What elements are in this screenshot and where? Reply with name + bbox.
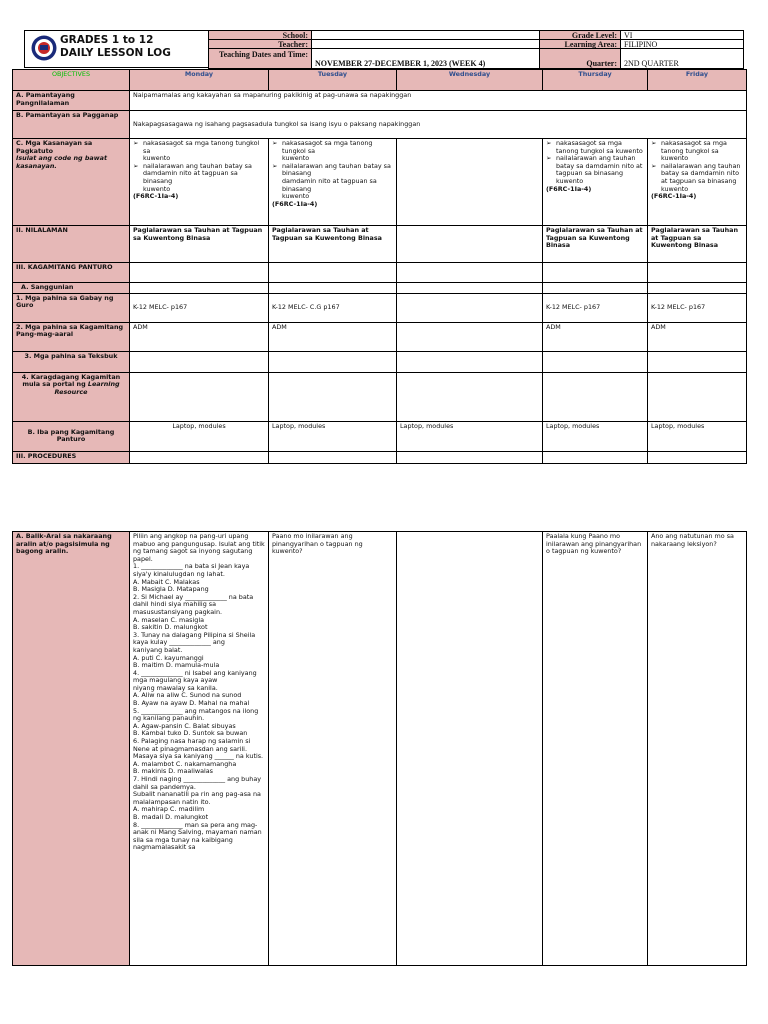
- kasanayan-thu-code: (F6RC-1Ia-4): [546, 184, 592, 193]
- empty-cell: [397, 351, 543, 372]
- balik-aral-monday: Piliin ang angkop na pang-uri upang mabuo ang pangungusap. Isulat ang titik ng tamang sagot sa inyong sagutang papel. 1. _____________ na bata si Jean kaya siya'y kinalulugdan ng lahat. A. Mabait C. Malakas B. Masigla D. Matapang 2. Si Michael ay _____________ na bata dahil hindi siya mahilig sa masusustansiyang pagkain. A. maselan C. masigla B. sakitin D. malungkot 3. Tunay na dalagang Pilipina si Sheila kaya kulay _____________ ang kaniyang balat. A. puti C. kayumanggi B. maitim D. mamula-mula 4. _____________ ni Isabel ang kaniyang mga magulang kaya ayaw niyang mawalay sa kanila. A. Aliw na aliw C. Sunod na sunod B. Ayaw na ayaw D. Mahal na mahal 5. _____________ ang matangos na ilong ng kanilang panauhin. A. Agaw-pansin C. Balat sibuyas B. Kambal tuko D. Suntok sa buwan 6. Palaging nasa harap ng salamin si Nene at pinagmamasdan ang sarili. Masaya siya sa kaniyang ______ na kutis. A. malambot C. nakamamangha B. makinis D. maaliwalas 7. Hindi naging _____________ ang buhay dahil sa pandemya. Subalit nananatili pa rin ang pag-asa na malalampasan natin ito. A. mahirap C. madilim B. madali D. malungkot 8. _____________ man sa pera ang mag-anak ni Mang Salving, mayaman naman sila sa mga tunay na kaibigang nagmamalasakit sa: [130, 532, 269, 966]
- iba-monday: Laptop, modules: [130, 421, 269, 451]
- kasanayan-mon-item: ➢ nailalarawan ang tauhan batay sa damdamin nito at tagpuan sa binasang kuwento: [133, 163, 265, 193]
- teacher-label: Teacher:: [208, 39, 312, 49]
- empty-cell: [648, 283, 747, 294]
- kasanayan-monday: [130, 139, 269, 226]
- empty-cell: [397, 293, 543, 322]
- balik-aral-friday: Ano ang natutunan mo sa nakaraang leksiyon?: [648, 532, 747, 966]
- empty-cell: [397, 263, 543, 283]
- karagdagang-text: 4. Karagdagang Kagamitan mula sa portal ng: [21, 372, 121, 389]
- day-header-friday: Friday: [648, 70, 747, 91]
- empty-cell: [130, 351, 269, 372]
- learning-area-label: Learning Area:: [539, 39, 621, 49]
- quarter-label: Quarter:: [539, 48, 621, 69]
- empty-cell: [130, 283, 269, 294]
- pagganap-text: Nakapagsasagawa ng isahang pagsasadula tungkol sa isang isyu o paksang napakinggan: [130, 111, 747, 139]
- gabay-monday: K-12 MELC- p167: [130, 293, 269, 322]
- balik-aral-label: A. Balik-Aral sa nakaraang aralin at/o pagsisimula ng bagong aralin.: [13, 532, 130, 966]
- nilalaman-monday: Paglalarawan sa Tauhan at Tagpuan sa Kuwentong Binasa: [130, 226, 269, 263]
- kagamitan-monday: ADM: [130, 322, 269, 351]
- empty-cell: [543, 283, 648, 294]
- title-daily-lesson-log: DAILY LESSON LOG: [60, 47, 171, 59]
- kasanayan-label: [13, 139, 130, 226]
- gabay-label: 1. Mga pahina sa Gabay ng Guro: [13, 293, 130, 322]
- empty-cell: [397, 372, 543, 421]
- iba-wednesday: Laptop, modules: [397, 421, 543, 451]
- quarter-value: 2ND QUARTER: [620, 48, 744, 69]
- kasanayan-tue-code: (F6RC-1Ia-4): [272, 199, 318, 208]
- empty-cell: [397, 283, 543, 294]
- kasanayan-tue-item: ➢ nakasasagot sa mga tanong tungkol sa kuwento: [272, 140, 393, 163]
- kasanayan-mon-item: ➢ nakasasagot sa mga tanong tungkol sa kuwento: [133, 140, 265, 163]
- pamantayang-label: A. Pamantayang Pangnilalaman: [13, 91, 130, 111]
- empty-cell: [648, 351, 747, 372]
- learning-area-value: FILIPINO: [620, 39, 744, 49]
- kasanayan-title: C. Mga Kasanayan sa Pagkatuto: [16, 139, 93, 155]
- empty-cell: [269, 372, 397, 421]
- kagamitan-friday: ADM: [648, 322, 747, 351]
- grade-level-label: Grade Level:: [539, 30, 621, 40]
- kasanayan-wednesday: [397, 139, 543, 226]
- empty-cell: [397, 322, 543, 351]
- empty-cell: [397, 451, 543, 463]
- dates-value: NOVEMBER 27-DECEMBER 1, 2023 (WEEK 4): [311, 48, 540, 69]
- kagamitan-tuesday: ADM: [269, 322, 397, 351]
- procedures-table: [12, 531, 747, 966]
- iba-thursday: Laptop, modules: [543, 421, 648, 451]
- balik-aral-thursday: Paalala kung Paano mo inilarawan ang pinangyarihan o tagpuan ng kuwento?: [543, 532, 648, 966]
- pagganap-label: B. Pamantayan sa Pagganap: [13, 111, 130, 139]
- nilalaman-wednesday: [397, 226, 543, 263]
- empty-cell: [130, 263, 269, 283]
- lesson-log-table: [12, 69, 747, 464]
- empty-cell: [269, 263, 397, 283]
- kagamitan-label: 2. Mga pahina sa Kagamitang Pang-mag-aaral: [13, 322, 130, 351]
- kasanayan-fri-item: ➢ nailalarawan ang tauhan batay sa damdamin nito at tagpuan sa binasang kuwento: [651, 163, 743, 193]
- gabay-tuesday: K-12 MELC- C.G p167: [269, 293, 397, 322]
- kasanayan-fri-code: (F6RC-1Ia-4): [651, 192, 697, 201]
- gabay-thursday: K-12 MELC- p167: [543, 293, 648, 322]
- kasanayan-thu-item: ➢ nakasasagot sa mga tanong tungkol sa kuwento: [546, 140, 644, 155]
- empty-cell: [269, 451, 397, 463]
- teksbuk-label: 3. Mga pahina sa Teksbuk: [13, 351, 130, 372]
- procedures-label: III. PROCEDURES: [13, 451, 130, 463]
- iba-label: B. Iba pang Kagamitang Panturo: [13, 421, 130, 451]
- karagdagang-label: [13, 372, 130, 421]
- empty-cell: [648, 372, 747, 421]
- school-label: School:: [208, 30, 312, 40]
- kasanayan-subtitle: Isulat ang code ng bawat kasanayan.: [16, 154, 107, 170]
- empty-cell: [543, 372, 648, 421]
- kasanayan-friday: [648, 139, 747, 226]
- title-grades: GRADES 1 to 12: [60, 34, 154, 46]
- day-header-wednesday: Wednesday: [397, 70, 543, 91]
- kasanayan-tue-item: ➢ nailalarawan ang tauhan batay sa binasang damdamin nito at tagpuan sa binasang kuwento: [272, 163, 393, 201]
- empty-cell: [269, 283, 397, 294]
- empty-cell: [269, 351, 397, 372]
- day-header-monday: Monday: [130, 70, 269, 91]
- nilalaman-friday: Paglalarawan sa Tauhan at Tagpuan sa Kuwentong Binasa: [648, 226, 747, 263]
- balik-aral-tuesday: Paano mo inilarawan ang pinangyarihan o tagpuan ng kuwento?: [269, 532, 397, 966]
- pamantayang-text: Naipamamalas ang kakayahan sa mapanuring pakikinig at pag-unawa sa napakinggan: [130, 91, 747, 111]
- sanggunian-label: A. Sanggunian: [13, 283, 130, 294]
- empty-cell: [543, 451, 648, 463]
- karagdagang-italic: Learning Resource: [54, 380, 120, 396]
- day-header-tuesday: Tuesday: [269, 70, 397, 91]
- kasanayan-thu-item: ➢ nailalarawan ang tauhan batay sa damdamin nito at tagpuan sa binasang kuwento: [546, 155, 644, 185]
- dates-label: Teaching Dates and Time:: [208, 48, 312, 69]
- empty-cell: [648, 263, 747, 283]
- empty-cell: [130, 372, 269, 421]
- balik-aral-wednesday: [397, 532, 543, 966]
- empty-cell: [130, 451, 269, 463]
- empty-cell: [543, 263, 648, 283]
- kasanayan-thursday: [543, 139, 648, 226]
- grade-level-value: VI: [620, 30, 744, 40]
- deped-seal-icon: [31, 34, 57, 62]
- iba-friday: Laptop, modules: [648, 421, 747, 451]
- day-header-thursday: Thursday: [543, 70, 648, 91]
- gabay-friday: K-12 MELC- p167: [648, 293, 747, 322]
- nilalaman-thursday: Paglalarawan sa Tauhan at Tagpuan sa Kuwentong Binasa: [543, 226, 648, 263]
- iba-tuesday: Laptop, modules: [269, 421, 397, 451]
- nilalaman-label: II. NILALAMAN: [13, 226, 130, 263]
- kagamitan-thursday: ADM: [543, 322, 648, 351]
- kagamitang-label: III. KAGAMITANG PANTURO: [13, 263, 130, 283]
- empty-cell: [543, 351, 648, 372]
- kasanayan-fri-item: ➢ nakasasagot sa mga tanong tungkol sa kuwento: [651, 140, 743, 163]
- empty-cell: [648, 451, 747, 463]
- kasanayan-tuesday: [269, 139, 397, 226]
- kasanayan-mon-code: (F6RC-1Ia-4): [133, 192, 179, 201]
- nilalaman-tuesday: Paglalarawan sa Tauhan at Tagpuan sa Kuwentong Binasa: [269, 226, 397, 263]
- objectives-header: OBJECTIVES: [13, 70, 130, 91]
